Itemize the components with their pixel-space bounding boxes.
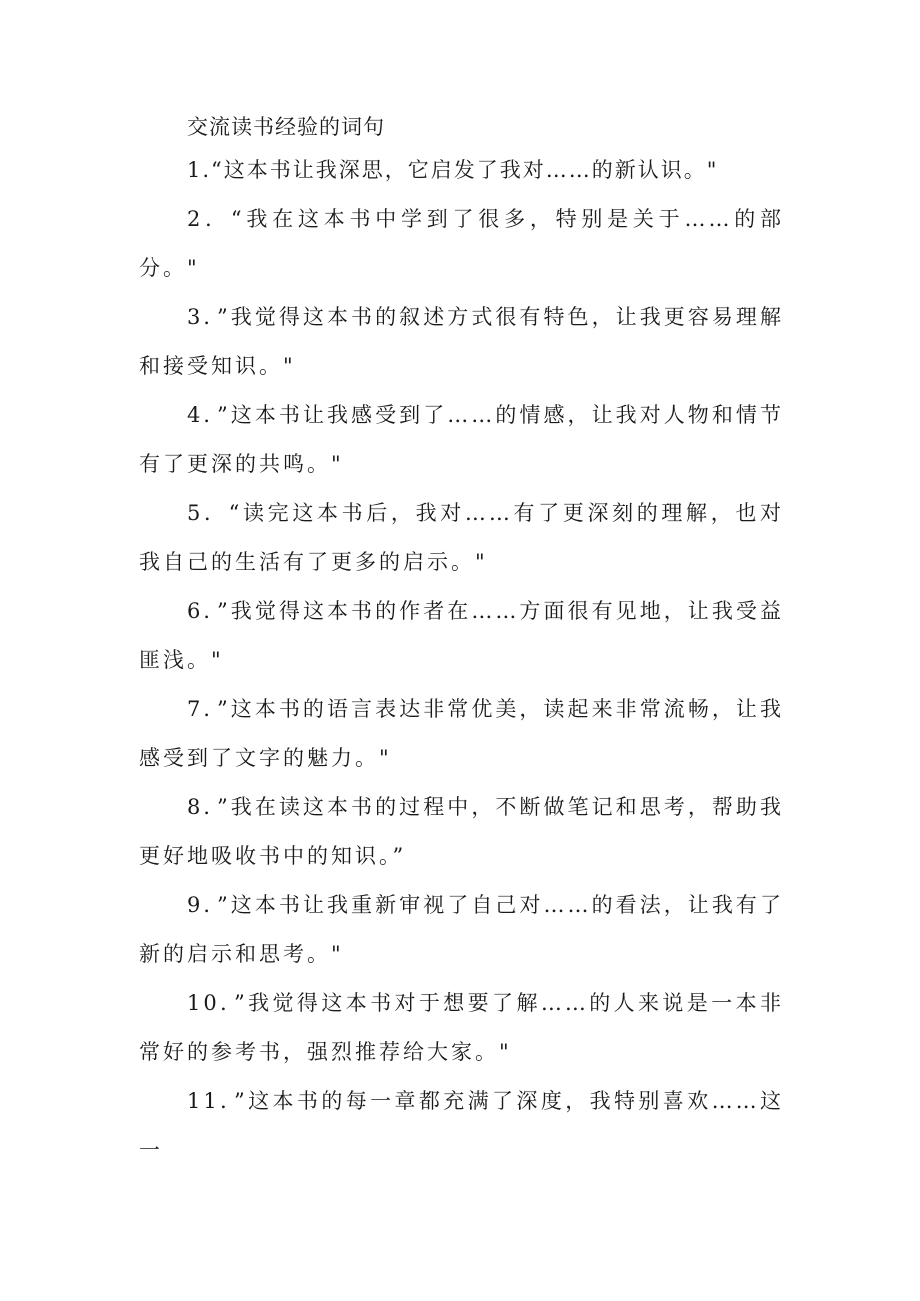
list-item: 5．“读完这本书后，我对……有了更深刻的理解，也对我自己的生活有了更多的启示。": [139, 501, 784, 574]
list-item: 2．“我在这本书中学到了很多，特别是关于……的部分。": [139, 207, 784, 280]
list-item: 11．”这本书的每一章都充满了深度，我特别喜欢……这一: [139, 1089, 784, 1162]
document-body: [139, 108, 784, 1175]
list-item: 9．”这本书让我重新审视了自己对……的看法，让我有了新的启示和思考。": [139, 893, 784, 966]
list-item: 1.“这本书让我深思，它启发了我对……的新认识。": [187, 158, 719, 182]
list-item: 8．”我在读这本书的过程中，不断做笔记和思考，帮助我更好地吸收书中的知识。”: [139, 795, 784, 868]
list-item: 4．”这本书让我感受到了……的情感，让我对人物和情节有了更深的共鸣。": [139, 403, 784, 476]
document-title: 交流读书经验的词句: [187, 115, 385, 139]
list-item: 6．”我觉得这本书的作者在……方面很有见地，让我受益匪浅。": [139, 599, 784, 672]
list-item: 10．”我觉得这本书对于想要了解……的人来说是一本非常好的参考书，强烈推荐给大家。": [139, 991, 784, 1064]
list-item: 7．”这本书的语言表达非常优美，读起来非常流畅，让我感受到了文字的魅力。": [139, 697, 784, 770]
list-item: 3．”我觉得这本书的叙述方式很有特色，让我更容易理解和接受知识。": [139, 305, 784, 378]
